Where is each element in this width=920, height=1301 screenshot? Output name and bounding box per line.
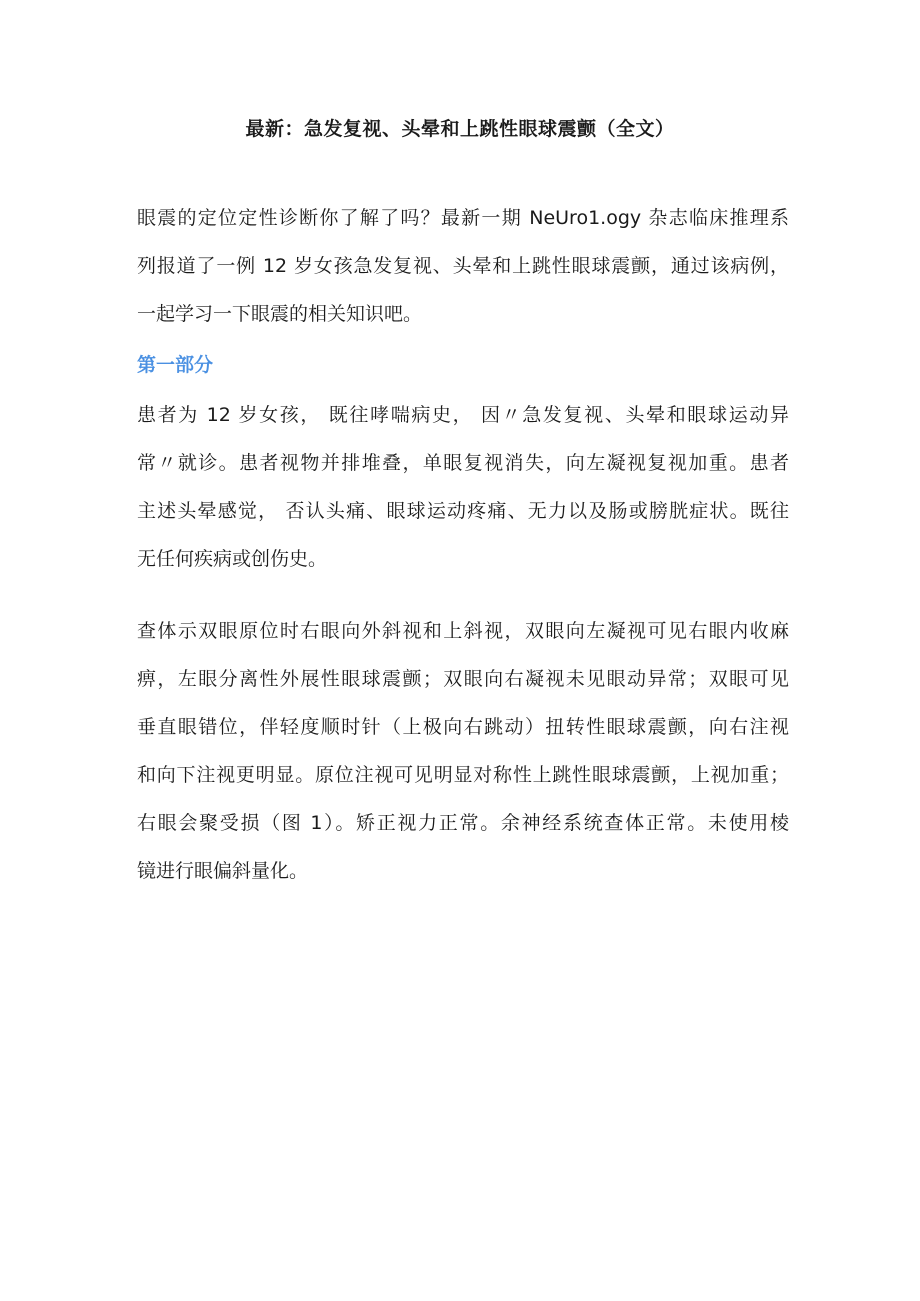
paragraph-line: 查体示双眼原位时右眼向外斜视和上斜视，双眼向左凝视可见右眼内收麻 bbox=[137, 620, 789, 642]
paragraph-line: 和向下注视更明显。原位注视可见明显对称性上跳性眼球震颤，上视加重； bbox=[137, 764, 789, 786]
examination-paragraph bbox=[137, 607, 789, 895]
intro-paragraph bbox=[137, 194, 789, 338]
case-history-paragraph bbox=[137, 391, 789, 583]
paragraph-line: 常〃就诊。患者视物并排堆叠，单眼复视消失，向左凝视复视加重。患者 bbox=[137, 452, 789, 474]
paragraph-line: 主述头晕感觉， 否认头痛、眼球运动疼痛、无力以及肠或膀胱症状。既往 bbox=[137, 500, 789, 522]
paragraph-line: 患者为 12 岁女孩， 既往哮喘病史， 因〃急发复视、头晕和眼球运动异 bbox=[137, 404, 789, 426]
paragraph-line: 镜进行眼偏斜量化。 bbox=[137, 860, 309, 882]
document-title: 最新：急发复视、头晕和上跳性眼球震颤（全文） bbox=[245, 118, 675, 140]
paragraph-line: 眼震的定位定性诊断你了解了吗？最新一期 NeUro1.ogy 杂志临床推理系 bbox=[137, 207, 789, 229]
paragraph-line: 痹，左眼分离性外展性眼球震颤；双眼向右凝视未见眼动异常；双眼可见 bbox=[137, 668, 789, 690]
paragraph-line: 右眼会聚受损（图 1）。矫正视力正常。余神经系统查体正常。未使用棱 bbox=[137, 812, 789, 834]
section-heading: 第一部分 bbox=[137, 354, 214, 376]
paragraph-line: 无任何疾病或创伤史。 bbox=[137, 548, 328, 570]
paragraph-line: 一起学习一下眼震的相关知识吧。 bbox=[137, 303, 423, 325]
paragraph-line: 列报道了一例 12 岁女孩急发复视、头晕和上跳性眼球震颤，通过该病例， bbox=[137, 255, 789, 277]
paragraph-line: 垂直眼错位，伴轻度顺时针（上极向右跳动）扭转性眼球震颤，向右注视 bbox=[137, 716, 789, 738]
